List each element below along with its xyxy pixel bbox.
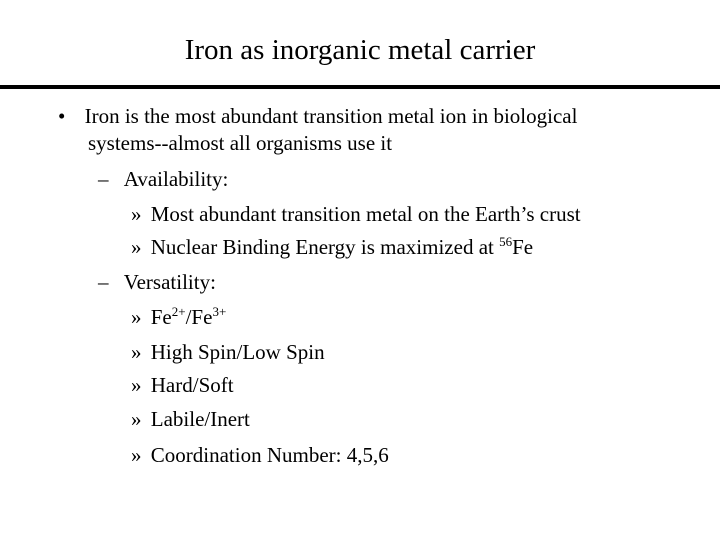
chevron-marker: » xyxy=(131,373,142,397)
versatility-heading xyxy=(98,267,216,297)
fe-symbol: Fe xyxy=(150,305,172,329)
availability-item-2 xyxy=(131,232,533,265)
availability-label: Availability: xyxy=(123,167,229,191)
versatility-item-5 xyxy=(131,440,389,470)
versatility-item-text: High Spin/Low Spin xyxy=(150,340,325,364)
chevron-marker: » xyxy=(131,407,142,431)
bullet-marker: • xyxy=(58,104,66,128)
versatility-item-text: Coordination Number: 4,5,6 xyxy=(150,443,389,467)
versatility-item-text: Hard/Soft xyxy=(150,373,234,397)
versatility-item-3 xyxy=(131,370,234,400)
title-divider xyxy=(0,85,720,89)
availability-item-text: Most abundant transition metal on the Earth’s crust xyxy=(150,202,581,226)
chevron-marker: » xyxy=(131,443,142,467)
dash-marker: – xyxy=(98,270,109,294)
versatility-item-4 xyxy=(131,404,250,434)
availability-item-text-after: Fe xyxy=(512,235,534,259)
slide-title: Iron as inorganic metal carrier xyxy=(184,34,536,66)
charge-superscript-1: 2+ xyxy=(171,304,186,319)
bullet-line-1 xyxy=(58,101,577,131)
bullet-text-2: systems--almost all organisms use it xyxy=(88,131,393,155)
isotope-superscript: 56 xyxy=(499,234,513,249)
versatility-item-1 xyxy=(131,302,226,335)
bullet-text-1: Iron is the most abundant transition metal ion in biological xyxy=(84,104,578,128)
bullet-line-2 xyxy=(88,128,392,158)
chevron-marker: » xyxy=(131,202,142,226)
fe-separator: /Fe xyxy=(185,305,213,329)
versatility-item-text: Labile/Inert xyxy=(150,407,250,431)
dash-marker: – xyxy=(98,167,109,191)
availability-heading xyxy=(98,164,228,194)
chevron-marker: » xyxy=(131,340,142,364)
versatility-item-2 xyxy=(131,337,325,367)
charge-superscript-2: 3+ xyxy=(212,304,227,319)
chevron-marker: » xyxy=(131,235,142,259)
chevron-marker: » xyxy=(131,305,142,329)
versatility-label: Versatility: xyxy=(123,270,216,294)
availability-item-1 xyxy=(131,199,581,229)
availability-item-text-before: Nuclear Binding Energy is maximized at xyxy=(150,235,500,259)
